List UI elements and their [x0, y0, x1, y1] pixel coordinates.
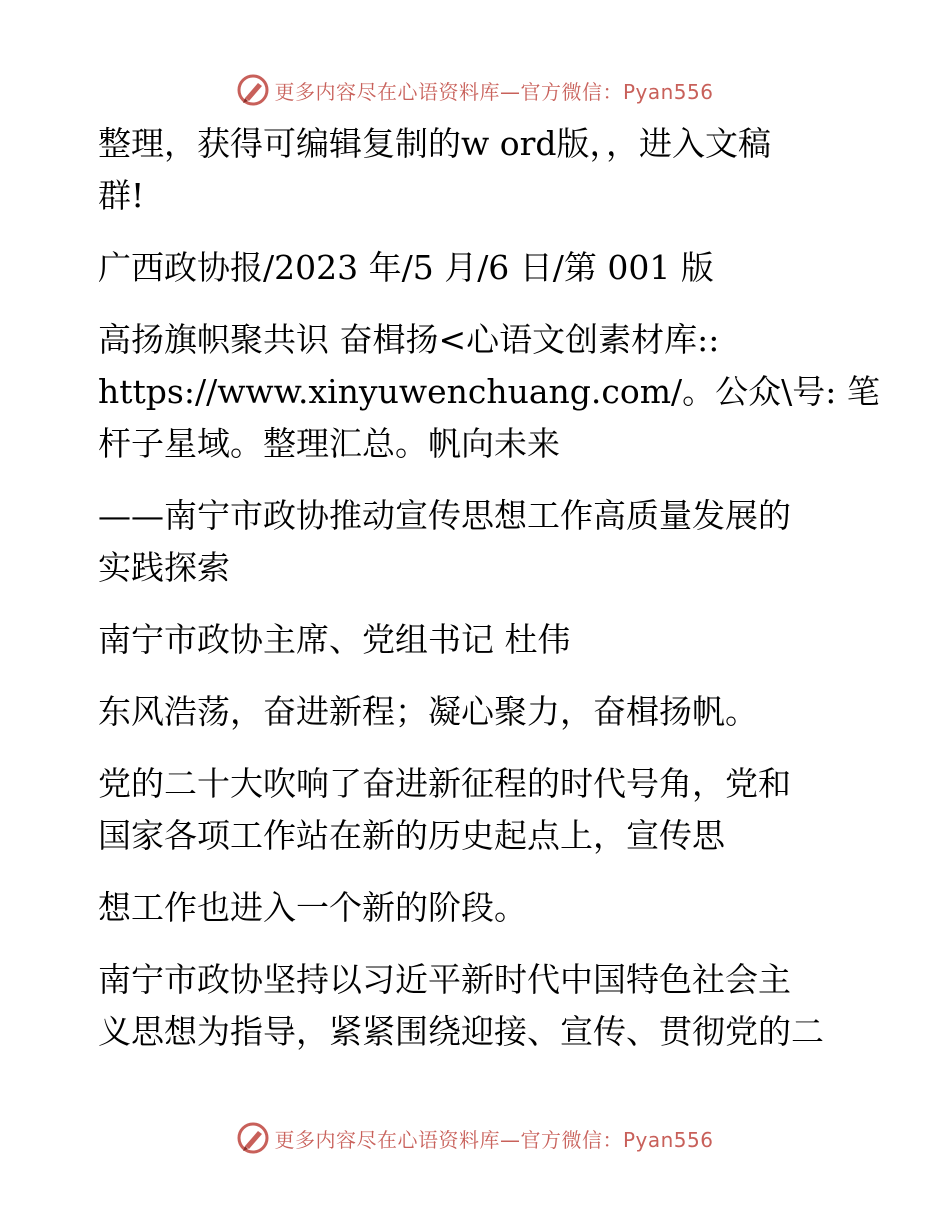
- text-line: 义思想为指导，紧紧围绕迎接、宣传、贯彻党的二: [98, 1012, 824, 1051]
- text-line: 东风浩荡，奋进新程；凝心聚力，奋楫扬帆。: [98, 692, 758, 731]
- pen-logo-icon: [236, 73, 270, 107]
- text-line: 国家各项工作站在新的历史起点上，宣传思: [98, 816, 725, 855]
- text-line: 整理，获得可编辑复制的w ord版，，进入文稿: [98, 124, 772, 163]
- text-line: 党的二十大吹响了奋进新征程的时代号角，党和: [98, 764, 791, 803]
- text-line: 南宁市政协坚持以习近平新时代中国特色社会主: [98, 960, 791, 999]
- text-line: https://www.xinyuwenchuang.com/。公众\号: 笔: [98, 372, 880, 411]
- text-line: ——南宁市政协推动宣传思想工作高质量发展的: [98, 496, 791, 535]
- text-line: 实践探索: [98, 548, 230, 587]
- watermark-text: 更多内容尽在心语资料库—官方微信：Pyan556: [274, 1127, 714, 1152]
- watermark-banner-bottom: [0, 1118, 950, 1158]
- document-body: [98, 118, 880, 1058]
- text-line: 想工作也进入一个新的阶段。: [98, 888, 527, 927]
- watermark-text: 更多内容尽在心语资料库—官方微信：Pyan556: [274, 79, 714, 104]
- text-line: 南宁市政协主席、党组书记 杜伟: [98, 620, 571, 659]
- watermark-banner-top: [0, 70, 950, 110]
- text-line: 杆子星域。整理汇总。帆向未来: [98, 424, 560, 463]
- text-line: 广西政协报/2023 年/5 月/6 日/第 001 版: [98, 248, 714, 287]
- text-line: 群!: [98, 176, 145, 215]
- pen-logo-icon: [236, 1121, 270, 1155]
- text-line: 高扬旗帜聚共识 奋楫扬<心语文创素材库::: [98, 320, 720, 359]
